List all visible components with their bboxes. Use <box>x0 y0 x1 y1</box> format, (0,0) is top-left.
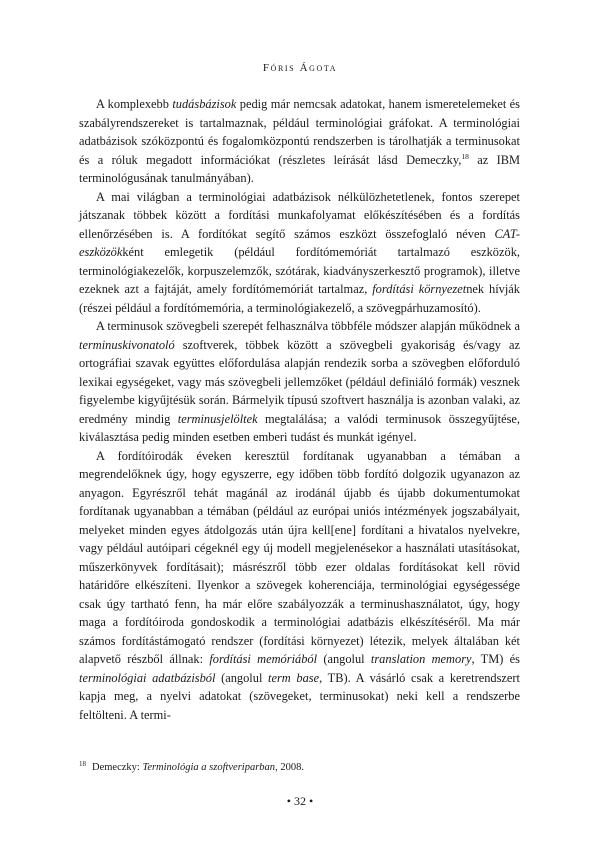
paragraph <box>79 317 520 447</box>
page-number: • 32 • <box>286 794 314 808</box>
footnote-text <box>92 762 304 773</box>
text-run: az IBM terminológusának tanulmányában). <box>79 152 520 185</box>
italic-term: CAT-eszközök <box>79 226 520 259</box>
text-run: pedig már nemcsak adatokat, hanem ismeretelemeket és szabályrendszereket is tartalmaznak, például terminológiai gráfokat. A terminológiai adatbázisok szóközpontú és fogalomközpontú rendszerben is tárolhatják a terminusokat és a róluk megadott információkat (részletes leírását lásd Demeczky, <box>79 97 520 167</box>
text-run: megtalálása; a valódi terminusok összegyűjtése, kiválasztása pedig minden esetben emberi tudást és munkát igényel. <box>79 411 520 444</box>
italic-term: Terminológia a szoftveriparban <box>142 762 276 773</box>
text-run: , TM) és <box>471 652 520 666</box>
footnote <box>79 761 520 775</box>
paragraph <box>79 188 520 318</box>
body-text <box>79 95 520 724</box>
italic-term: terminológiai adatbázisból <box>79 670 216 685</box>
text-run: , 2008. <box>275 762 304 773</box>
text-run: A terminusok szövegbeli szerepét felhasználva többféle módszer alapján működnek a <box>96 319 520 333</box>
text-run: ként emlegetik (például fordítómemóriát tartalmazó eszközök, terminológiakezelők, korpuszelemzők, szótárak, kiadványszerkesztő programok), illetve ezeknek azt a fajtáját, amely fordítómemóriát tartalmaz, <box>79 245 520 296</box>
text-run: A mai világban a terminológiai adatbázisok nélkülözhetetlenek, fontos szerepet játszanak többek között a fordítási munkafolyamat előkészítésében és a fordítás ellenőrzésében is. A fordítókat segítő számos eszközt összefoglaló néven <box>79 189 520 241</box>
paragraph <box>79 95 520 188</box>
text-run: Demeczky: <box>92 762 143 773</box>
italic-term: translation memory <box>370 652 472 666</box>
running-head: Fóris Ágota <box>262 62 338 74</box>
italic-term: term base <box>268 670 320 685</box>
text-run: A fordítóirodák éveken keresztül fordítanak ugyanabban a témában a megrendelőknek úgy, hogy egyszerre, egy időben több fordító dolgozik ugyanazon az anyagon. Egyrészről tehát magánál az irodánál újabb és újabb dokumentumokat fordítanak ugyanabban a témában (például az európai uniós intézmények jogszabályait, melyeket minden egyes átdolgozás után újra kell[ene] fordítani a hivatalos nyelvekre, vagy például autóipari cégeknél egy új modell megjelenésekor a használati utasításokat, műszerkönyvek fordításait); másrészről több ezer oldalas fordításokat kell rövid határidőre elkészíteni. Ilyenkor a szövegek koherenciája, terminológiai egységessége csak úgy tartható fenn, ha már előre szabályozzák a terminushasználatot, úgy, hogy maga a fordítóiroda gondoskodik a terminológiai adatbázis elkészítéséről. Ma már számos fordítástámogató rendszer (fordítási környezet) létezik, melyek általában két alapvető részből állnak: <box>79 448 520 666</box>
footnote-reference: 18 <box>461 151 469 161</box>
text-run: (angolul <box>317 652 371 666</box>
italic-term: fordítási memóriából <box>209 652 318 666</box>
text-run: (angolul <box>215 670 269 685</box>
text-run: nek hívják (részei például a fordítómemória, a terminológiakezelő, a szövegpárhuzamosító). <box>79 282 520 315</box>
italic-term: fordítási környezet <box>372 282 467 296</box>
italic-term: terminuskivonatoló <box>79 337 175 352</box>
text-run: A komplexebb <box>96 97 173 111</box>
paragraph <box>79 447 520 725</box>
italic-term: terminusjelöltek <box>177 411 258 426</box>
italic-term: tudásbázisok <box>172 97 237 111</box>
footnote-number: 18 <box>79 759 86 768</box>
text-run: szoftverek, többek között a szövegbeli gyakoriság és/vagy az ortográfiai szavak együttes előfordulása alapján rendezik sorba a szövegben előforduló lexikai egységeket, vagy más szövegbeli jellemzőket (például definiáló formák) vesznek figyelembe kigyűjtésük során. Bármelyik típusú szoftvert használja is azonban valaki, az eredmény mindig <box>79 337 520 426</box>
text-run: , TB). A vásárló csak a keretrendszert kapja meg, a nyelvi adatokat (szövegeket, terminusokat) neki kell a rendszerbe feltölteni. A termi- <box>79 670 520 722</box>
